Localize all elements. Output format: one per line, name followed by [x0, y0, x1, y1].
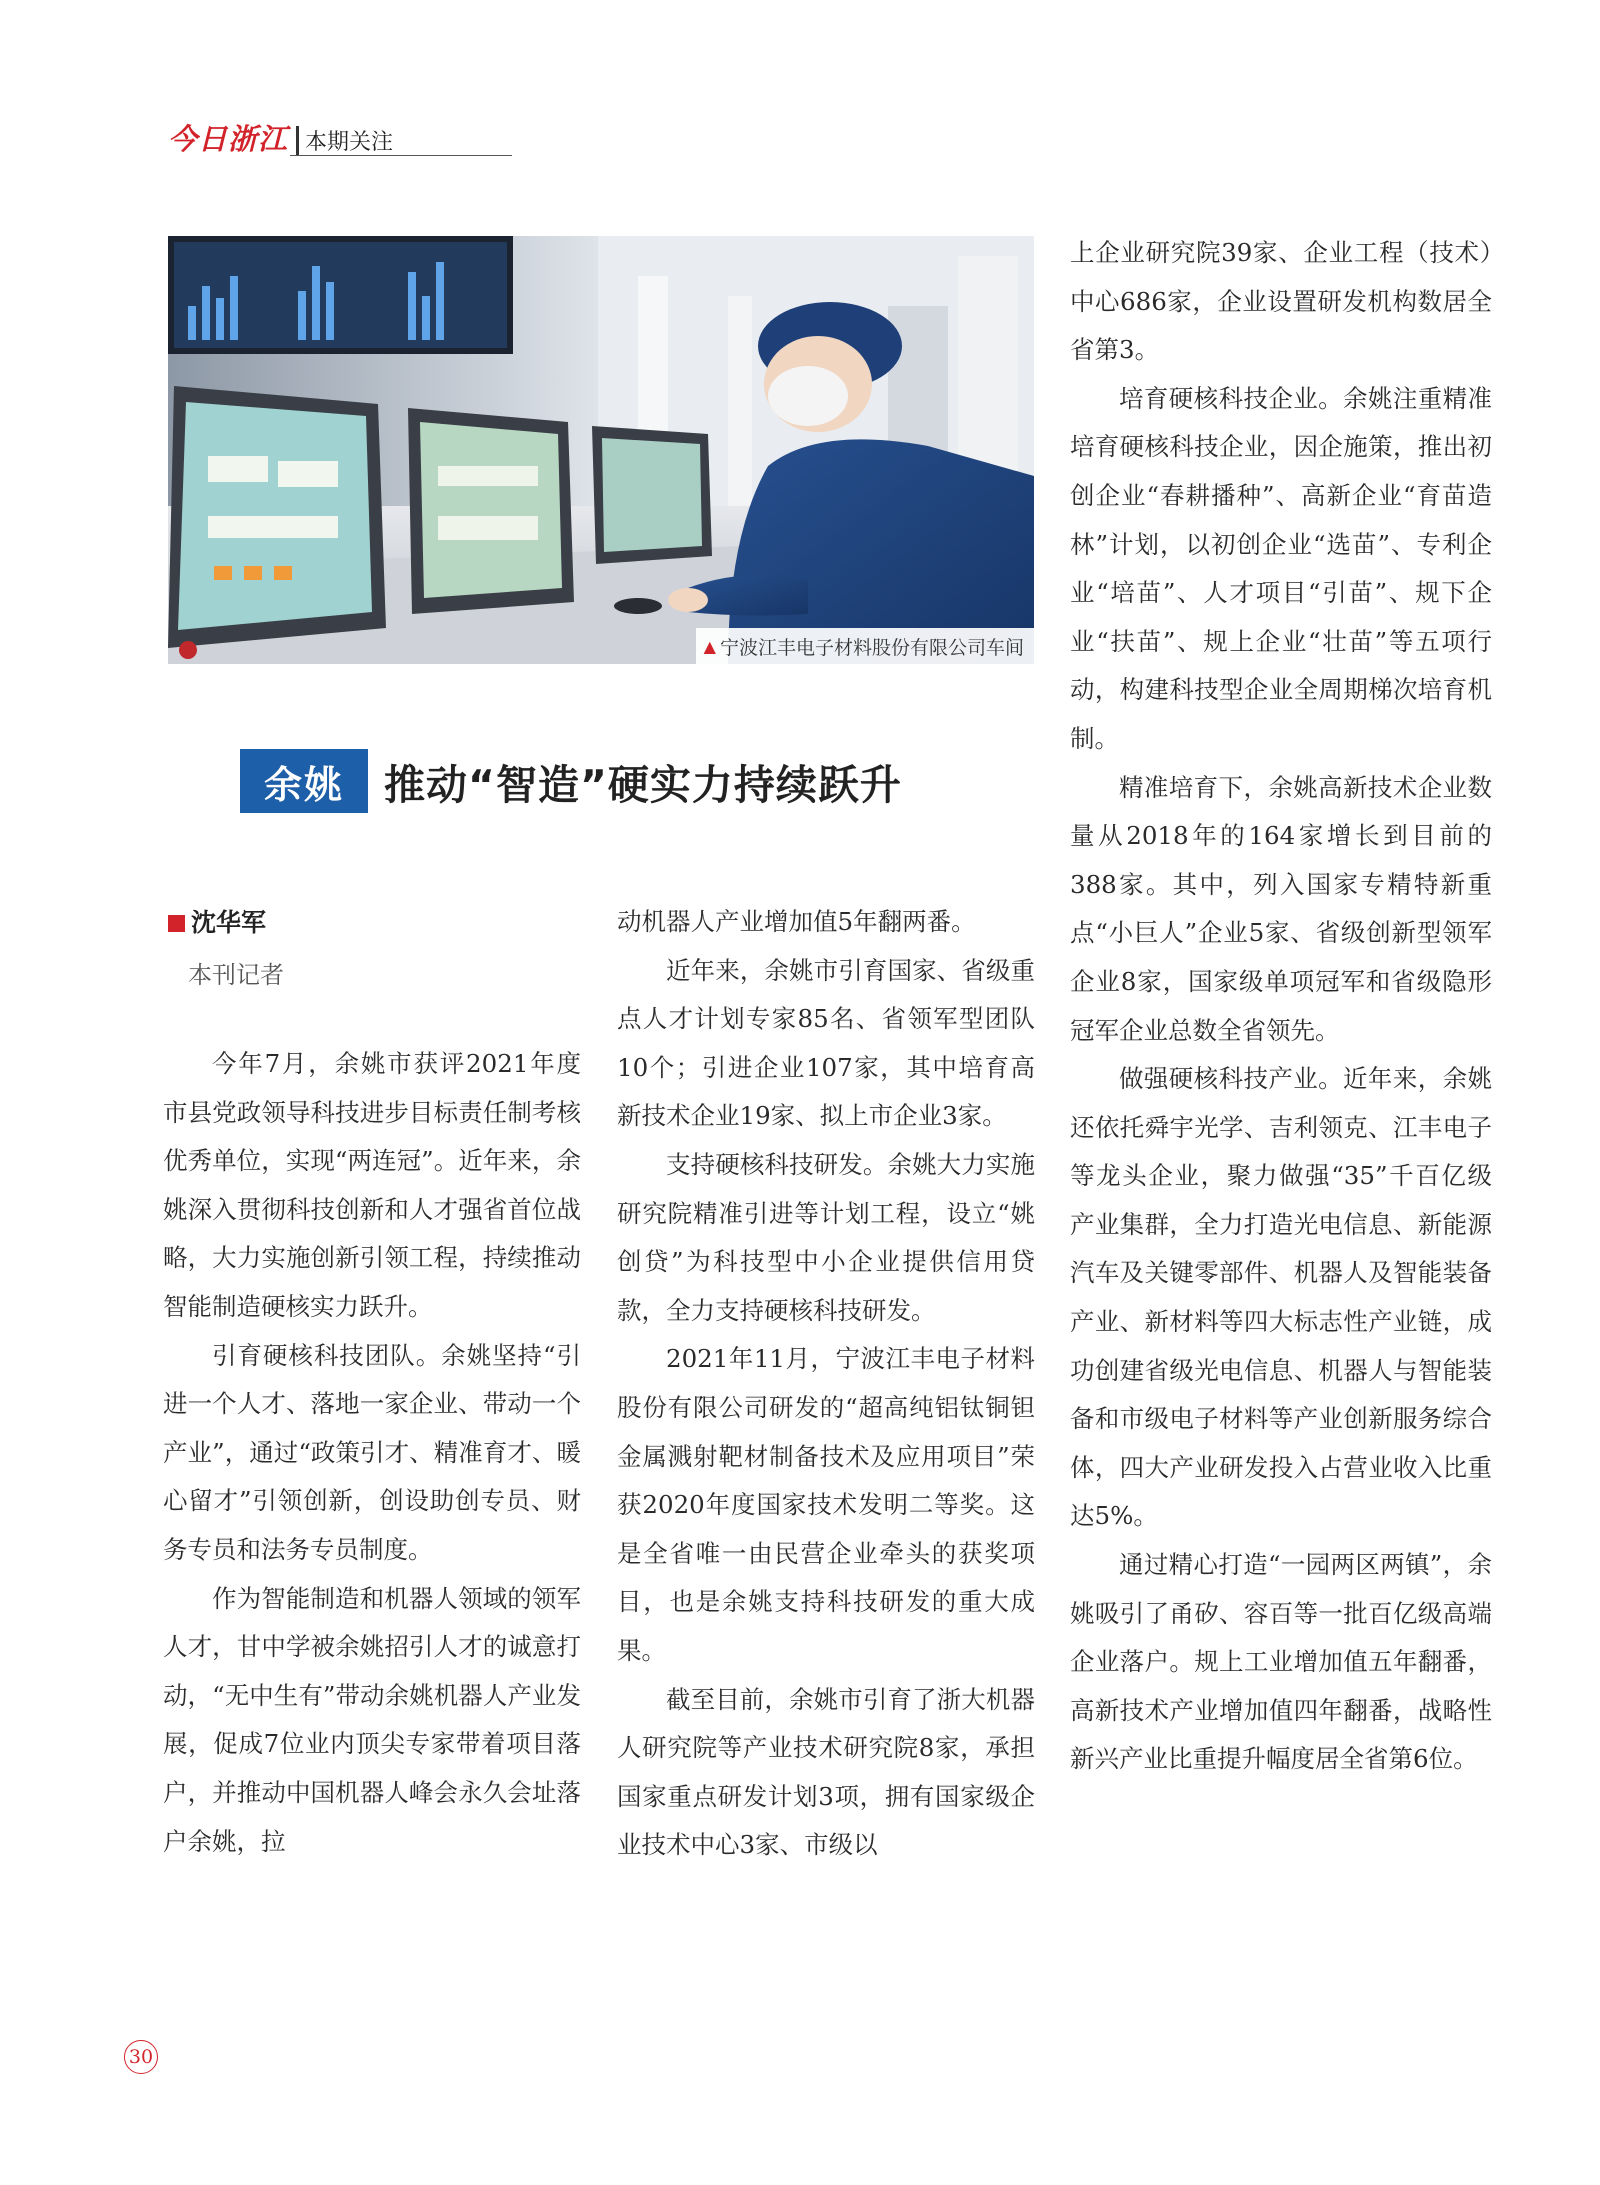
- author-role: 本刊记者: [188, 961, 284, 989]
- header-separator: [296, 126, 299, 156]
- paragraph: 今年7月，余姚市获评2021年度市县党政领导科技进步目标责任制考核优秀单位，实现“两连冠”。近年来，余姚深入贯彻科技创新和人才强省首位战略，大力实施创新引领工程，持续推动智能制造硬核实力跃升。: [163, 1049, 581, 1321]
- byline-square-icon: [168, 915, 185, 932]
- page-number: 30: [124, 2040, 158, 2074]
- paragraph: 通过精心打造“一园两区两镇”，余姚吸引了甬矽、容百等一批百亿级高端企业落户。规上工业增加值五年翻番，高新技术产业增加值四年翻番，战略性新兴产业比重提升幅度居全省第6位。: [1070, 1550, 1492, 1774]
- paragraph: 动机器人产业增加值5年翻两番。: [617, 907, 976, 936]
- caption-triangle-icon: ▲: [703, 636, 716, 656]
- text-column-3: [1070, 229, 1492, 1784]
- paragraph: 引育硬核科技团队。余姚坚持“引进一个人才、落地一家企业、带动一个产业”，通过“政策引才、精准育才、暖心留才”引领创新，创设助创专员、财务专员和法务专员制度。: [163, 1340, 581, 1564]
- paragraph: 上企业研究院39家、企业工程（技术）中心686家，企业设置研发机构数居全省第3。: [1070, 238, 1492, 365]
- factory-photo-image: [168, 236, 1034, 664]
- paragraph: 做强硬核科技产业。近年来，余姚还依托舜宇光学、吉利领克、江丰电子等龙头企业，聚力做强“35”千百亿级产业集群，全力打造光电信息、新能源汽车及关键零部件、机器人及智能装备产业、新材料等四大标志性产业链，成功创建省级光电信息、机器人与智能装备和市级电子材料等产业创新服务综合体，四大产业研发投入占营业收入比重达5%。: [1070, 1064, 1492, 1531]
- photo-caption: [696, 628, 1034, 664]
- photo-caption-text: 宁波江丰电子材料股份有限公司车间: [719, 636, 1024, 659]
- paragraph: 精准培育下，余姚高新技术企业数量从2018年的164家增长到目前的388家。其中，列入国家专精特新重点“小巨人”企业5家、省级创新型领军企业8家，国家级单项冠军和省级隐形冠军企业总数全省领先。: [1070, 772, 1492, 1045]
- magazine-logo: 今日浙江: [168, 122, 289, 156]
- byline: [168, 903, 266, 939]
- page-header: [168, 118, 393, 158]
- text-column-2: [617, 898, 1035, 1870]
- header-rule: [290, 155, 512, 156]
- paragraph: 培育硬核科技企业。余姚注重精准培育硬核科技企业，因企施策，推出初创企业“春耕播种”、高新企业“育苗造林”计划，以初创企业“选苗”、专利企业“培苗”、人才项目“引苗”、规下企业“扶苗”、规上企业“壮苗”等五项行动，构建科技型企业全周期梯次培育机制。: [1070, 383, 1492, 753]
- region-tag: 余姚: [240, 749, 368, 813]
- paragraph: 支持硬核科技研发。余姚大力实施研究院精准引进等计划工程，设立“姚创贷”为科技型中小企业提供信用贷款，全力支持硬核科技研发。: [617, 1149, 1035, 1325]
- paragraph: 作为智能制造和机器人领域的领军人才，甘中学被余姚招引人才的诚意打动，“无中生有”带动余姚机器人产业发展，促成7位业内顶尖专家带着项目落户，并推动中国机器人峰会永久会址落户余姚，拉: [163, 1583, 581, 1856]
- paragraph: 近年来，余姚市引育国家、省级重点人才计划专家85名、省领军型团队10个；引进企业107家，其中培育高新技术企业19家、拟上市企业3家。: [617, 955, 1035, 1131]
- paragraph: 2021年11月，宁波江丰电子材料股份有限公司研发的“超高纯铝钛铜钽金属溅射靶材制备技术及应用项目”荣获2020年度国家技术发明二等奖。这是全省唯一由民营企业牵头的获奖项目，也是余姚支持科技研发的重大成果。: [617, 1344, 1035, 1665]
- factory-photo: [168, 236, 1034, 664]
- author-name: 沈华军: [191, 908, 267, 937]
- text-column-1: [163, 1040, 581, 1866]
- paragraph: 截至目前，余姚市引育了浙大机器人研究院等产业技术研究院8家，承担国家重点研发计划3项，拥有国家级企业技术中心3家、市级以: [617, 1684, 1035, 1860]
- section-label: 本期关注: [305, 130, 394, 155]
- article-title: [240, 749, 902, 813]
- headline: 推动“智造”硬实力持续跃升: [384, 760, 902, 809]
